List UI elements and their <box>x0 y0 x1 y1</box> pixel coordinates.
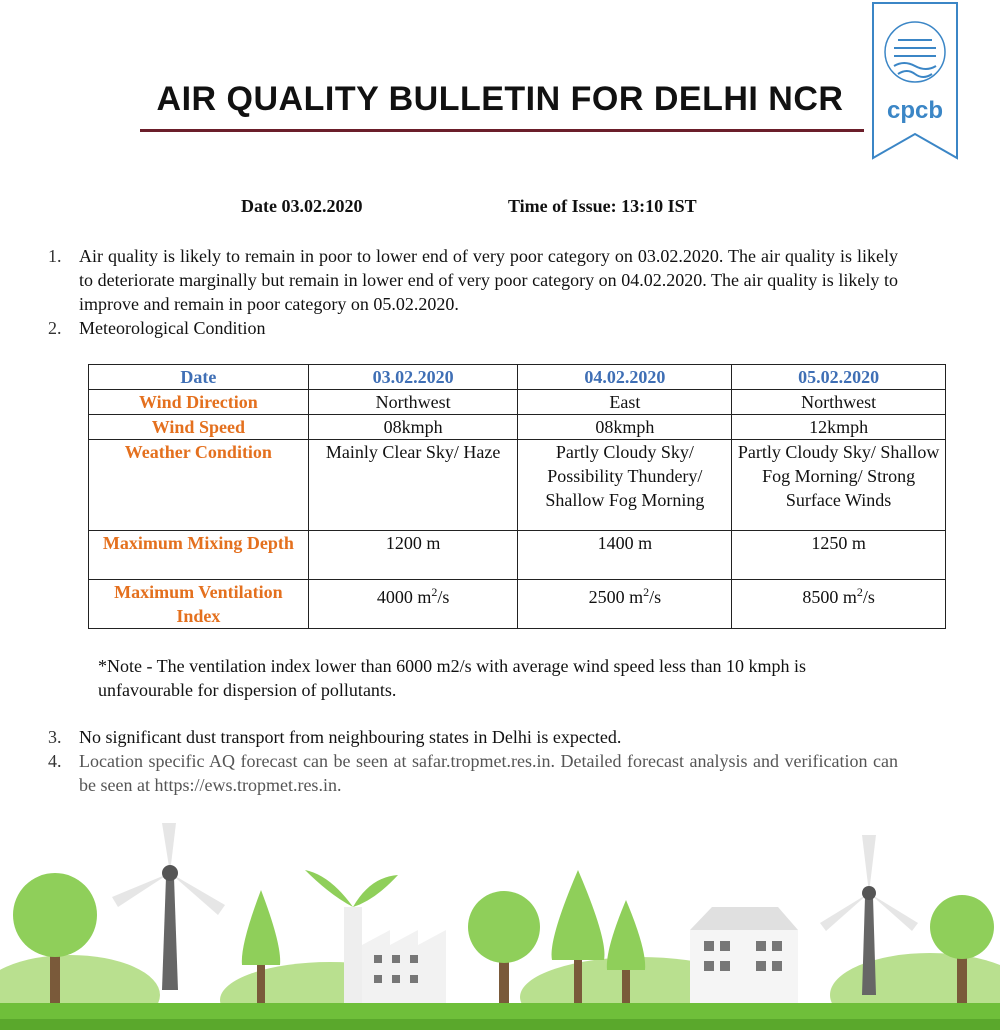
row-label: Wind Speed <box>89 415 309 440</box>
list-item <box>48 244 898 316</box>
green-city-illustration <box>0 815 1000 1030</box>
table-row <box>89 390 946 415</box>
table-cell: 08kmph <box>308 415 518 440</box>
row-label: Weather Condition <box>89 440 309 531</box>
table-cell: Northwest <box>308 390 518 415</box>
table-cell: Partly Cloudy Sky/ Possibility Thundery/ Shallow Fog Morning <box>518 440 732 531</box>
table-cell: Partly Cloudy Sky/ Shallow Fog Morning/ Strong Surface Winds <box>732 440 946 531</box>
title-underline <box>140 129 864 132</box>
table-header-cell: Date <box>89 365 309 390</box>
table-row <box>89 531 946 580</box>
row-label: Maximum Mixing Depth <box>89 531 309 580</box>
cpcb-logo <box>872 2 958 160</box>
list-number: 1. <box>48 246 62 266</box>
table-header-cell: 05.02.2020 <box>732 365 946 390</box>
list-text: Air quality is likely to remain in poor to lower end of very poor category on 03.02.2020. The air quality is likely to deteriorate marginally but remain in lower end of very poor category on 04.02.2020. The air quality is likely to improve and remain in poor category on 05.02.2020. <box>79 246 898 314</box>
table-header-row <box>89 365 946 390</box>
table-cell: Mainly Clear Sky/ Haze <box>308 440 518 531</box>
table-row <box>89 440 946 531</box>
logo-text: cpcb <box>886 97 944 124</box>
table-row <box>89 415 946 440</box>
list-text: Location specific AQ forecast can be seen at safar.tropmet.res.in. Detailed forecast analysis and verification can be seen at https://ews.tropmet.res.in. <box>79 751 898 795</box>
meteorological-table <box>88 364 946 629</box>
bulletin-date: Date 03.02.2020 <box>241 196 363 216</box>
issue-time: Time of Issue: 13:10 IST <box>508 196 697 216</box>
ventilation-note: *Note - The ventilation index lower than 6000 m2/s with average wind speed less than 10 kmph is unfavourable for dispersion of pollutants. <box>98 656 807 700</box>
list-text: Meteorological Condition <box>79 318 266 338</box>
list-number: 2. <box>48 318 62 338</box>
table-cell: 08kmph <box>518 415 732 440</box>
list-text: No significant dust transport from neighbouring states in Delhi is expected. <box>79 727 622 747</box>
page-title: AIR QUALITY BULLETIN FOR DELHI NCR <box>156 80 844 118</box>
row-label: Wind Direction <box>89 390 309 415</box>
table-cell: 2500 $m^2/s$ <box>518 580 732 629</box>
table-header-cell: 03.02.2020 <box>308 365 518 390</box>
table-cell: 1400 m <box>518 531 732 580</box>
table-row <box>89 580 946 629</box>
list-item <box>48 725 898 749</box>
table-cell: 8500 $m^2/s$ <box>732 580 946 629</box>
table-cell: 4000 $m^2/s$ <box>308 580 518 629</box>
table-cell: 1250 m <box>732 531 946 580</box>
table-cell: 12kmph <box>732 415 946 440</box>
table-cell: East <box>518 390 732 415</box>
list-item <box>48 316 898 340</box>
row-label: Maximum Ventilation Index <box>89 580 309 629</box>
list-item <box>48 749 898 797</box>
table-cell: 1200 m <box>308 531 518 580</box>
building-icon <box>690 907 798 1010</box>
table-cell: Northwest <box>732 390 946 415</box>
table-header-cell: 04.02.2020 <box>518 365 732 390</box>
list-number: 4. <box>48 751 62 771</box>
list-number: 3. <box>48 727 62 747</box>
